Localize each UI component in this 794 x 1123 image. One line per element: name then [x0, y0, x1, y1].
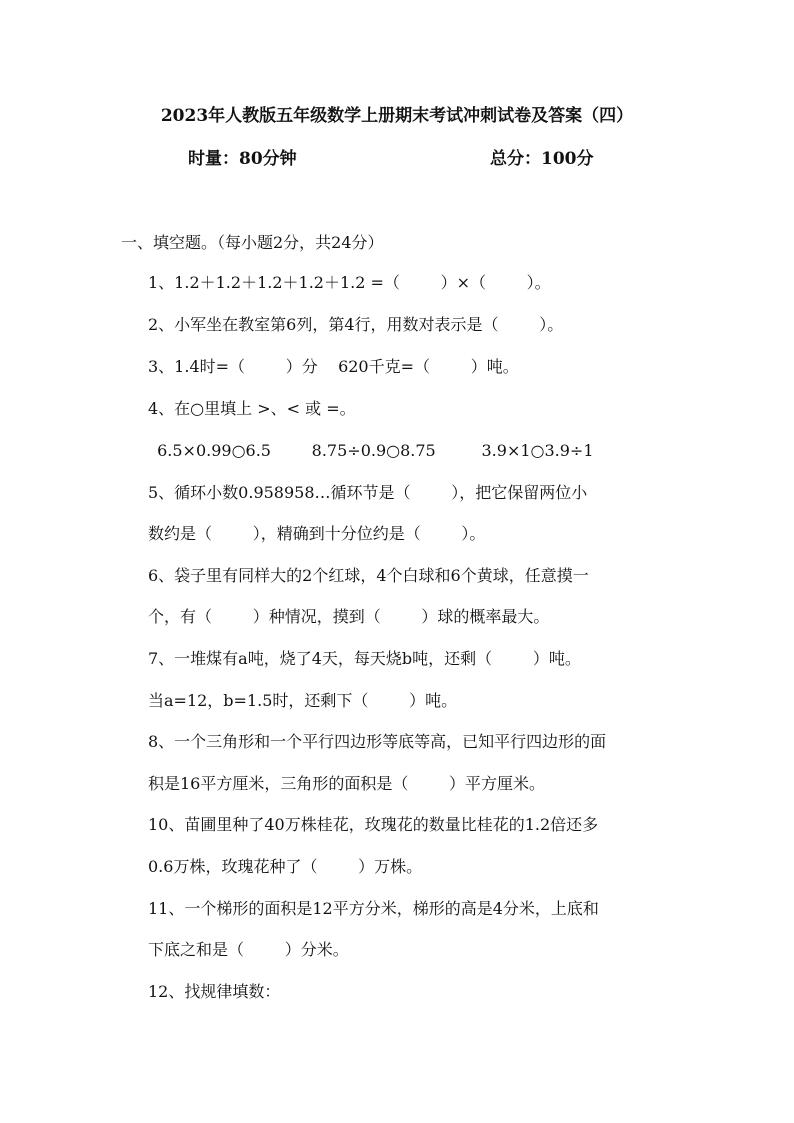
exam-total-score: 总分：100分 [490, 149, 594, 169]
question-10-line-2: 0.6万株，玫瑰花种了（ ）万株。 [148, 857, 423, 876]
question-4: 4、在○里填上 >、< 或 =。 [148, 399, 356, 418]
question-4-items: 6.5×0.99○6.5 8.75÷0.9○8.75 3.9×1○3.9÷1 [152, 441, 594, 460]
question-6-line-2: 个，有（ ）种情况，摸到（ ）球的概率最大。 [148, 607, 550, 626]
question-5-line-2: 数约是（ ），精确到十分位约是（ ）。 [148, 524, 486, 543]
question-2: 2、小军坐在教室第6列，第4行，用数对表示是（ ）。 [148, 315, 564, 334]
question-8-line-1: 8、一个三角形和一个平行四边形等底等高，已知平行四边形的面 [148, 732, 607, 751]
question-6-line-1: 6、袋子里有同样大的2个红球，4个白球和6个黄球，任意摸一 [148, 566, 589, 585]
question-3: 3、1.4时=（ ）分 620千克=（ ）吨。 [148, 357, 519, 376]
question-7-line-1: 7、一堆煤有a吨，烧了4天，每天烧b吨，还剩（ ）吨。 [148, 649, 581, 668]
section-heading-fill-in: 一、填空题。（每小题2分，共24分） [121, 233, 384, 252]
question-1: 1、1.2＋1.2＋1.2＋1.2＋1.2 =（ ）×（ ）。 [148, 273, 551, 292]
question-5-line-1: 5、循环小数0.958958…循环节是（ ），把它保留两位小 [148, 483, 588, 502]
question-11-line-1: 11、一个梯形的面积是12平方分米，梯形的高是4分米，上底和 [148, 899, 599, 918]
exam-duration: 时量：80分钟 [188, 149, 297, 169]
question-11-line-2: 下底之和是（ ）分米。 [148, 940, 349, 959]
question-8-line-2: 积是16平方厘米，三角形的面积是（ ）平方厘米。 [148, 774, 546, 793]
question-7-line-2: 当a=12，b=1.5时，还剩下（ ）吨。 [148, 691, 458, 710]
exam-title: 2023年人教版五年级数学上册期末考试冲刺试卷及答案（四） [160, 106, 634, 126]
question-10-line-1: 10、苗圃里种了40万株桂花，玫瑰花的数量比桂花的1.2倍还多 [148, 815, 599, 834]
question-12: 12、找规律填数： [148, 982, 281, 1001]
